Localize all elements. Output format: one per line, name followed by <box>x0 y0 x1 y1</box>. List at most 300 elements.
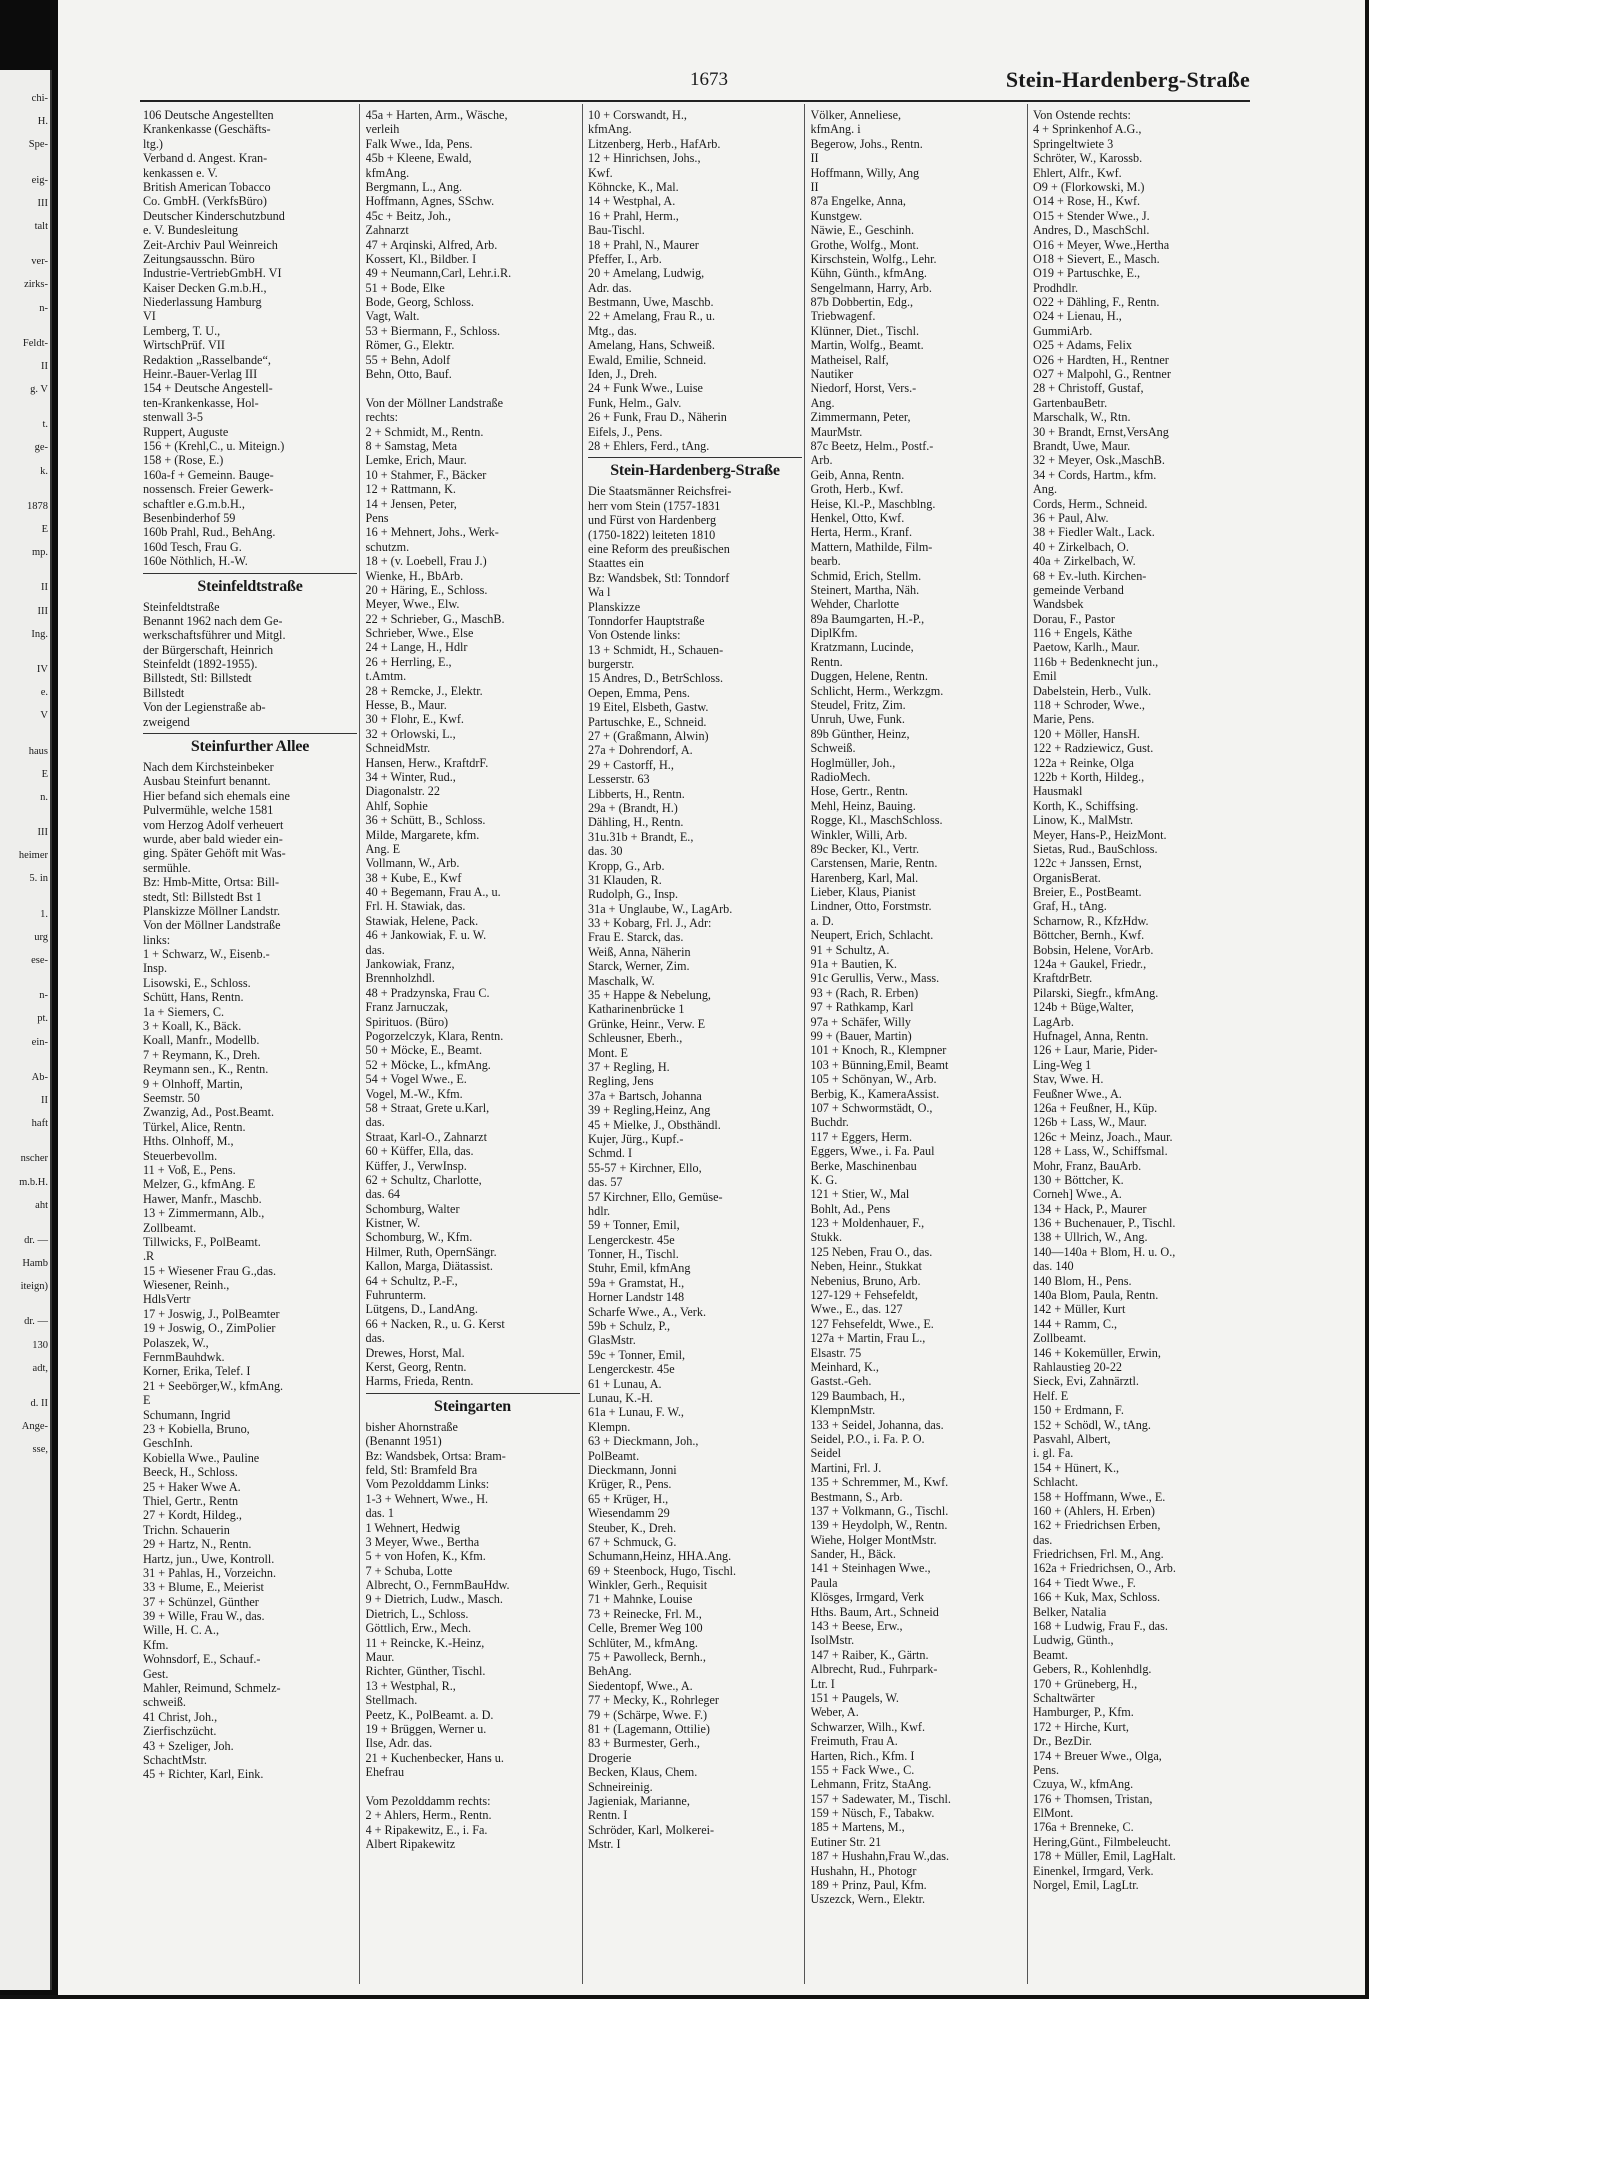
directory-entry: das. <box>365 1331 385 1346</box>
gutter-fragment: haus <box>28 745 48 757</box>
directory-entry: 41 Christ, Joh., <box>143 1709 218 1724</box>
directory-entry: Frl. H. Stawiak, das. <box>365 899 466 914</box>
directory-entry: 35 + Happe & Nebelung, <box>588 988 711 1003</box>
directory-entry: Stukk. <box>810 1230 842 1245</box>
directory-entry: Krüger, R., Pens. <box>588 1477 672 1492</box>
directory-entry: Schleusner, Eberh., <box>588 1031 683 1046</box>
directory-entry: Sander, H., Bäck. <box>810 1547 896 1562</box>
directory-entry: Belker, Natalia <box>1033 1604 1107 1619</box>
directory-entry: Industrie-VertriebGmbH. VI <box>143 266 282 281</box>
directory-entry: Mehl, Heinz, Bauing. <box>810 798 916 813</box>
directory-entry: Kunstgew. <box>810 208 863 223</box>
gutter-fragment: haft <box>31 1118 48 1130</box>
directory-entry: 30 + Brandt, Ernst,VersAng <box>1033 424 1169 439</box>
directory-entry: Von der Legienstraße ab- <box>143 700 266 715</box>
directory-entry: 147 + Raiber, K., Gärtn. <box>810 1647 929 1662</box>
directory-entry: Kirschstein, Wolfg., Lehr. <box>810 251 937 266</box>
directory-entry: Lengerckestr. 45e <box>588 1362 675 1377</box>
directory-entry: 151 + Paugels, W. <box>810 1690 899 1705</box>
directory-entry: das. <box>365 1115 385 1130</box>
directory-entry: Eggers, Wwe., i. Fa. Paul <box>810 1144 935 1159</box>
gutter-fragment: V <box>40 710 48 722</box>
directory-entry: 1a + Siemers, C. <box>143 1004 225 1019</box>
directory-entry: 37a + Bartsch, Johanna <box>588 1088 702 1103</box>
directory-entry: 49 + Neumann,Carl, Lehr.i.R. <box>365 266 512 281</box>
directory-entry: Spirituos. (Büro) <box>365 1014 449 1029</box>
directory-entry: 1-3 + Wehnert, Wwe., H. <box>365 1491 489 1506</box>
directory-entry: eine Reform des preußischen <box>588 541 730 556</box>
directory-entry: Wille, H. C. A., <box>143 1623 220 1638</box>
directory-entry: 122 + Radziewicz, Gust. <box>1033 741 1154 756</box>
directory-entry: kenkassen e. V. <box>143 165 218 180</box>
gutter-fragment: ese- <box>31 955 48 966</box>
directory-entry: Hausmakl <box>1033 784 1083 799</box>
directory-entry: Pogorzelczyk, Klara, Rentn. <box>365 1029 504 1043</box>
directory-entry: Türkel, Alice, Rentn. <box>143 1119 246 1134</box>
directory-entry: Trichn. Schauerin <box>143 1522 230 1537</box>
street-heading: Steinfeldtstraße <box>143 573 357 600</box>
directory-entry: 117 + Eggers, Herm. <box>810 1129 913 1144</box>
directory-entry: 106 Deutsche Angestellten <box>143 108 274 122</box>
directory-entry: 32 + Orlowski, L., <box>365 726 456 741</box>
gutter-fragment: dr. — <box>24 1316 48 1328</box>
directory-entry: 139 + Heydolph, W., Rentn. <box>810 1518 948 1533</box>
directory-entry: 135 + Schremmer, M., Kwf. <box>810 1475 949 1490</box>
directory-entry: werkschaftsführer und Mitgl. <box>143 628 286 643</box>
directory-entry: sermühle. <box>143 860 191 875</box>
directory-entry: Niedorf, Horst, Vers.- <box>810 381 917 396</box>
directory-entry: Harenberg, Karl, Mal. <box>810 870 919 885</box>
directory-entry: E <box>143 1393 151 1408</box>
directory-entry: Bode, Georg, Schloss. <box>365 295 474 310</box>
directory-entry: 20 + Häring, E., Schloss. <box>365 582 488 597</box>
directory-entry: Richter, Günther, Tischl. <box>365 1664 486 1679</box>
directory-entry: Zollbeamt. <box>1033 1331 1087 1346</box>
directory-entry: 101 + Knoch, R., Klempner <box>810 1043 947 1058</box>
directory-entry: IsolMstr. <box>810 1633 855 1648</box>
directory-entry: Dietrich, L., Schloss. <box>365 1606 469 1621</box>
directory-entry: 134 + Hack, P., Maurer <box>1033 1201 1147 1216</box>
directory-entry: 10 + Stahmer, F., Bäcker <box>365 467 487 482</box>
facing-page-fragment <box>0 70 52 1990</box>
directory-entry: Helf. E <box>1033 1388 1069 1403</box>
directory-entry: Hesse, B., Maur. <box>365 698 447 713</box>
gutter-fragment: Ing. <box>31 628 48 640</box>
directory-column <box>585 104 805 1984</box>
directory-entry: links: <box>143 932 171 947</box>
directory-entry: 168 + Ludwig, Frau F., das. <box>1033 1619 1168 1634</box>
directory-entry: Nautiker <box>810 367 854 382</box>
directory-entry: Rentn. I <box>588 1808 628 1823</box>
directory-entry: 81 + (Lagemann, Ottilie) <box>588 1721 710 1736</box>
directory-entry: 31a + Unglaube, W., LagArb. <box>588 901 733 916</box>
directory-entry: Thiel, Gertr., Rentn <box>143 1493 239 1508</box>
gutter-fragment: n- <box>39 990 48 1002</box>
directory-entry: 160e Nöthlich, H.-W. <box>143 554 248 569</box>
directory-entry: Winkler, Gerh., Requisit <box>588 1578 708 1593</box>
directory-entry: Schrieber, Wwe., Else <box>365 626 474 641</box>
directory-entry: Dieckmann, Jonni <box>588 1462 677 1477</box>
directory-entry: Marschalk, W., Rtn. <box>1033 410 1131 425</box>
directory-entry: Falk Wwe., Ida, Pens. <box>365 136 473 151</box>
gutter-fragment: II <box>41 360 48 372</box>
directory-entry: Albrecht, Rud., Fuhrpark- <box>810 1662 938 1677</box>
directory-entry: gemeinde Verband <box>1033 582 1124 597</box>
street-heading: Steinfurther Allee <box>143 733 357 760</box>
directory-entry: Schröder, Karl, Molkerei- <box>588 1822 715 1837</box>
directory-entry: 60 + Küffer, Ella, das. <box>365 1144 474 1159</box>
directory-entry: Bobsin, Helene, VorArb. <box>1033 942 1154 957</box>
directory-entry: Unruh, Uwe, Funk. <box>810 712 905 727</box>
directory-entry: Sengelmann, Harry, Arb. <box>810 280 932 295</box>
directory-entry: 40a + Zirkelbach, W. <box>1033 554 1136 569</box>
directory-entry: Brandt, Uwe, Maur. <box>1033 438 1131 453</box>
directory-entry: Czuya, W., kfmAng. <box>1033 1777 1134 1792</box>
gutter-fragment: Feldt- <box>22 337 48 349</box>
directory-entry: 91 + Schultz, A. <box>810 942 890 957</box>
directory-entry: zweigend <box>143 714 190 729</box>
directory-entry: 31 + Pahlas, H., Vorzeichn. <box>143 1565 277 1580</box>
binding-gutter <box>0 0 58 1995</box>
directory-entry: 138 + Ullrich, W., Ang. <box>1033 1230 1148 1245</box>
directory-entry: Bz: Wandsbek, Stl: Tonndorf <box>588 570 730 585</box>
directory-entry: Matheisel, Ralf, <box>810 352 889 367</box>
directory-entry: Schmid, Erich, Stellm. <box>810 568 922 583</box>
directory-entry: Iden, J., Dreh. <box>588 367 658 382</box>
directory-entry: 15 + Wiesener Frau G.,das. <box>143 1263 277 1278</box>
directory-entry: Deutscher Kinderschutzbund <box>143 208 285 223</box>
directory-entry: DiplKfm. <box>810 626 858 641</box>
directory-entry: Ang. <box>1033 482 1058 497</box>
directory-entry: schaftler e.G.m.b.H., <box>143 496 245 511</box>
directory-entry: KraftdrBetr. <box>1033 971 1093 986</box>
directory-entry: Meinhard, K., <box>810 1359 879 1374</box>
directory-entry: 55-57 + Kirchner, Ello, <box>588 1160 702 1175</box>
directory-entry: Pilarski, Siegfr., kfmAng. <box>1033 985 1159 1000</box>
directory-entry: Schmd. I <box>588 1146 633 1161</box>
directory-entry: O18 + Sievert, E., Masch. <box>1033 251 1160 266</box>
directory-entry: 91c Gerullis, Verw., Mass. <box>810 971 940 986</box>
gutter-fragment: adt, <box>32 1362 48 1374</box>
directory-entry: BehAng. <box>588 1664 632 1679</box>
directory-entry: hdlr. <box>588 1203 611 1218</box>
directory-entry: Hawer, Manfr., Maschb. <box>143 1191 262 1206</box>
directory-entry: Cords, Herm., Schneid. <box>1033 496 1148 511</box>
directory-entry: das. 57 <box>588 1175 623 1190</box>
directory-entry: 15 Andres, D., BetrSchloss. <box>588 671 724 686</box>
directory-entry: Ludwig, Günth., <box>1033 1633 1114 1648</box>
directory-entry: 28 + Ehlers, Ferd., tAng. <box>588 438 710 453</box>
directory-entry: ten-Krankenkasse, Hol- <box>143 395 259 410</box>
gutter-fragment: E <box>41 524 48 535</box>
directory-entry: ElMont. <box>1033 1806 1074 1821</box>
directory-entry: 36 + Paul, Alw. <box>1033 510 1109 525</box>
directory-entry: burgerstr. <box>588 657 635 672</box>
directory-entry: Dorau, F., Pastor <box>1033 611 1115 626</box>
directory-entry: 59c + Tonner, Emil, <box>588 1347 686 1362</box>
directory-entry: Schumann, Ingrid <box>143 1407 231 1422</box>
directory-entry: Hartz, jun., Uwe, Kontroll. <box>143 1551 275 1566</box>
directory-entry: Steinfeldtstraße <box>143 599 220 614</box>
directory-entry: 21 + Seebörger,W., kfmAng. <box>143 1378 284 1393</box>
directory-entry: 71 + Mahnke, Louise <box>588 1592 693 1607</box>
directory-entry: Steuerbevollm. <box>143 1148 218 1163</box>
page-number: 1673 <box>690 69 728 90</box>
directory-entry: Rogge, Kl., MaschSchloss. <box>810 813 943 828</box>
directory-entry: 146 + Kokemüller, Erwin, <box>1033 1345 1161 1360</box>
gutter-fragment: d. II <box>30 1398 48 1409</box>
gutter-fragment: II <box>41 1094 48 1106</box>
directory-entry: Besenbinderhof 59 <box>143 510 236 525</box>
directory-entry: Heinr.-Bauer-Verlag III <box>143 367 258 382</box>
directory-entry: 140—140a + Blom, H. u. O., <box>1033 1244 1176 1259</box>
directory-entry: 128 + Lass, W., Schiffsmal. <box>1033 1144 1168 1159</box>
directory-entry: schweiß. <box>143 1695 186 1710</box>
directory-entry: 178 + Müller, Emil, LagHalt. <box>1033 1849 1176 1864</box>
directory-entry: Meyer, Hans-P., HeizMont. <box>1033 827 1167 842</box>
directory-entry: 127 Fehsefeldt, Wwe., E. <box>810 1316 934 1331</box>
directory-entry: British American Tobacco <box>143 179 271 194</box>
directory-entry: 14 + Jensen, Peter, <box>365 496 457 511</box>
directory-entry: Weber, A. <box>810 1705 859 1720</box>
directory-entry: Kossert, Kl., Bildber. I <box>365 251 477 266</box>
directory-entry: O27 + Malpohl, G., Rentner <box>1033 367 1171 382</box>
directory-entry: 69 + Steenbock, Hugo, Tischl. <box>588 1563 737 1578</box>
directory-entry: 32 + Meyer, Osk.,MaschB. <box>1033 453 1165 468</box>
directory-entry: Partuschke, E., Schneid. <box>588 714 707 729</box>
directory-entry: Zierfischzücht. <box>143 1724 217 1739</box>
directory-entry: 55 + Behn, Adolf <box>365 352 451 367</box>
directory-entry: Vagt, Walt. <box>365 309 420 324</box>
directory-entry: Lehmann, Fritz, StaAng. <box>810 1777 932 1792</box>
gutter-fragment: Hamb <box>22 1258 48 1270</box>
directory-entry: Lunau, K.-H. <box>588 1390 653 1405</box>
directory-entry: Gest. <box>143 1666 169 1681</box>
directory-entry: 10 + Corswandt, H., <box>588 108 687 122</box>
directory-entry: das. 140 <box>1033 1259 1074 1274</box>
directory-entry: 120 + Möller, HansH. <box>1033 726 1140 741</box>
directory-entry: stenwall 3-5 <box>143 410 203 425</box>
directory-entry: 68 + Ev.-luth. Kirchen- <box>1033 568 1147 583</box>
directory-entry: SchachtMstr. <box>143 1752 207 1767</box>
directory-entry: 23 + Kobiella, Bruno, <box>143 1421 250 1436</box>
directory-entry: Beeck, H., Schloss. <box>143 1465 238 1480</box>
directory-entry: 31u.31b + Brandt, E., <box>588 829 694 844</box>
directory-entry: Vom Pezolddamm Links: <box>365 1477 490 1492</box>
directory-entry: 28 + Christoff, Gustaf, <box>1033 381 1144 396</box>
directory-entry: 16 + Prahl, Herm., <box>588 208 679 223</box>
directory-entry: Freimuth, Frau A. <box>810 1734 898 1749</box>
directory-entry: 83 + Burmester, Gerh., <box>588 1736 700 1751</box>
directory-entry: Lemke, Erich, Maur. <box>365 453 467 468</box>
directory-entry: Zimmermann, Peter, <box>810 410 911 425</box>
directory-entry: Klempn. <box>588 1419 631 1434</box>
directory-entry: 67 + Schmuck, G. <box>588 1534 677 1549</box>
directory-entry: 154 + Deutsche Angestell- <box>143 381 273 396</box>
directory-entry: 125 Neben, Frau O., das. <box>810 1244 933 1259</box>
directory-entry: Maur. <box>365 1650 395 1665</box>
directory-entry: Paula <box>810 1575 838 1590</box>
directory-entry: 27 + (Graßmann, Alwin) <box>588 729 709 744</box>
directory-entry: 89b Günther, Heinz, <box>810 726 910 741</box>
gutter-fragment: E <box>41 768 48 780</box>
directory-entry: Steudel, Fritz, Zim. <box>810 698 906 713</box>
directory-entry: Hering,Günt., Filmbeleucht. <box>1033 1834 1171 1849</box>
directory-entry: Ltr. I <box>810 1676 835 1691</box>
gutter-fragment: H. <box>37 116 48 128</box>
directory-entry: Amelang, Hans, Schweiß. <box>588 338 715 353</box>
gutter-fragment: m.b.H. <box>19 1176 48 1188</box>
directory-entry: Wiesener, Reinh., <box>143 1278 230 1293</box>
directory-entry: Wohnsdorf, E., Schauf.- <box>143 1652 261 1667</box>
directory-entry: 87a Engelke, Anna, <box>810 194 906 209</box>
directory-entry: Grünke, Heinr., Verw. E <box>588 1016 706 1031</box>
directory-entry: 29a + (Brandt, H.) <box>588 800 678 815</box>
directory-entry: Lieber, Klaus, Pianist <box>810 885 916 900</box>
directory-entry: Hier befand sich ehemals eine <box>143 788 290 803</box>
directory-entry: herr vom Stein (1757-1831 <box>588 498 721 513</box>
directory-entry: Wiehe, Holger MontMstr. <box>810 1532 937 1547</box>
directory-entry: 17 + Joswig, J., PolBeamter <box>143 1306 280 1321</box>
directory-entry: Bestmann, S., Arb. <box>810 1489 903 1504</box>
directory-entry: Redaktion „Rasselbande“, <box>143 352 271 367</box>
directory-entry: Vom Pezolddamm rechts: <box>365 1793 491 1808</box>
directory-entry: kfmAng. i <box>810 122 861 137</box>
directory-entry: 21 + Kuchenbecker, Hans u. <box>365 1750 504 1765</box>
directory-entry: GeschInh. <box>143 1436 193 1451</box>
directory-entry: 40 + Zirkelbach, O. <box>1033 539 1129 554</box>
directory-entry: das. 30 <box>588 844 623 859</box>
directory-entry: Ang. E <box>365 841 401 856</box>
directory-entry: kfmAng. <box>588 122 632 137</box>
directory-entry: 1 + Schwarz, W., Eisenb.- <box>143 947 270 962</box>
directory-entry: Bz: Hmb-Mitte, Ortsa: Bill- <box>143 875 280 890</box>
directory-entry: Koall, Manfr., Modellb. <box>143 1033 260 1048</box>
directory-entry: Rudolph, G., Insp. <box>588 887 679 902</box>
gutter-fragment: talt <box>34 220 48 232</box>
directory-entry: GartenbauBetr. <box>1033 395 1108 410</box>
directory-entry: Mstr. I <box>588 1837 621 1852</box>
directory-entry: 59b + Schulz, P., <box>588 1319 671 1334</box>
directory-entry: 185 + Martens, M., <box>810 1820 905 1835</box>
directory-entry: Drewes, Horst, Mal. <box>365 1345 465 1360</box>
directory-entry: bisher Ahornstraße <box>365 1419 458 1434</box>
directory-entry: Hufnagel, Anna, Rentn. <box>1033 1029 1149 1043</box>
directory-entry: 8 + Samstag, Meta <box>365 438 457 453</box>
directory-entry <box>366 1780 580 1794</box>
directory-entry: 116 + Engels, Käthe <box>1033 626 1133 641</box>
directory-entry: 45a + Harten, Arm., Wäsche, <box>365 108 508 122</box>
directory-entry: Zwanzig, Ad., Post.Beamt. <box>143 1105 275 1120</box>
directory-entry: Carstensen, Marie, Rentn. <box>810 856 938 871</box>
directory-entry: 79 + (Schärpe, Wwe. F.) <box>588 1707 708 1722</box>
directory-entry: Funk, Helm., Galv. <box>588 395 682 410</box>
directory-entry: 30 + Flohr, E., Kwf. <box>365 712 464 727</box>
directory-entry: Milde, Margarete, kfm. <box>365 827 480 842</box>
directory-entry: K. G. <box>810 1172 838 1187</box>
directory-entry: HdlsVertr <box>143 1292 191 1307</box>
directory-entry: Römer, G., Elektr. <box>365 338 455 353</box>
directory-entry: 158 + (Rose, E.) <box>143 453 224 468</box>
directory-entry: II <box>810 151 819 166</box>
directory-entry: 4 + Sprinkenhof A.G., <box>1033 122 1142 137</box>
directory-entry: II <box>810 179 819 194</box>
gutter-fragment: g. V <box>30 384 48 396</box>
directory-entry: vom Herzog Adolf verheuert <box>143 817 284 832</box>
directory-entry: 160a-f + Gemeinn. Bauge- <box>143 467 274 482</box>
directory-entry: 7 + Reymann, K., Dreh. <box>143 1047 261 1062</box>
directory-entry: Schwarzer, Wilh., Kwf. <box>810 1719 926 1734</box>
directory-entry: 27a + Dohrendorf, A. <box>588 743 693 758</box>
directory-entry: 97a + Schäfer, Willy <box>810 1014 911 1029</box>
gutter-fragment: chi- <box>31 93 48 104</box>
directory-entry: Kerst, Georg, Rentn. <box>365 1359 467 1374</box>
directory-entry: Zollbeamt. <box>143 1220 197 1235</box>
directory-entry: das. <box>1033 1532 1053 1547</box>
directory-entry: Korth, K., Schiffsing. <box>1033 798 1139 813</box>
directory-entry: Kujer, Jürg., Kupf.- <box>588 1131 684 1146</box>
directory-entry: Ang. <box>810 395 835 410</box>
directory-entry: Behn, Otto, Bauf. <box>365 367 452 382</box>
gutter-fragment: Spe- <box>28 139 48 151</box>
directory-entry: Polaszek, W., <box>143 1335 209 1350</box>
directory-entry: Emil <box>1033 669 1057 684</box>
directory-entry: 12 + Rattmann, K. <box>365 482 456 497</box>
directory-entry: Staattes ein <box>588 556 644 571</box>
directory-entry: Lütgens, D., LandAng. <box>365 1302 478 1317</box>
directory-entry: Korner, Erika, Telef. I <box>143 1364 251 1379</box>
directory-entry: Hoffmann, Willy, Ang <box>810 165 920 180</box>
directory-entry: 13 + Westphal, R., <box>365 1678 456 1693</box>
directory-entry: Martin, Wolfg., Beamt. <box>810 338 924 353</box>
directory-entry: 38 + Fiedler Walt., Lack. <box>1033 525 1155 540</box>
directory-entry: Weiß, Anna, Näherin <box>588 944 691 959</box>
header-rule <box>140 100 1250 102</box>
directory-entry: e. V. Bundesleitung <box>143 223 239 238</box>
directory-entry: Hose, Gertr., Rentn. <box>810 784 908 799</box>
directory-entry: Ilse, Adr. das. <box>365 1736 433 1751</box>
directory-entry: O16 + Meyer, Wwe.,Hertha <box>1033 237 1170 252</box>
directory-entry: 36 + Schütt, B., Schloss. <box>365 813 486 828</box>
directory-entry: 38 + Kube, E., Kwf <box>365 870 462 885</box>
directory-entry: KlempnMstr. <box>810 1403 876 1418</box>
directory-entry: Billstedt <box>143 685 185 700</box>
directory-entry: Klünner, Diet., Tischl. <box>810 323 920 338</box>
directory-entry: 126c + Meinz, Joach., Maur. <box>1033 1129 1173 1144</box>
directory-entry: 103 + Bünning,Emil, Beamt <box>810 1057 949 1072</box>
directory-entry: Graf, H., tAng. <box>1033 899 1107 914</box>
directory-entry: Schlacht. <box>1033 1475 1079 1490</box>
directory-entry: 18 + Prahl, N., Maurer <box>588 237 699 252</box>
directory-entry: Brennholzhdl. <box>365 971 435 986</box>
directory-entry: Starck, Werner, Zim. <box>588 959 690 974</box>
directory-entry: das. 64 <box>365 1187 401 1202</box>
directory-entry: 93 + (Rach, R. Erben) <box>810 985 919 1000</box>
gutter-fragment: nscher <box>20 1153 48 1165</box>
directory-entry: Beamt. <box>1033 1647 1068 1662</box>
directory-entry: 154 + Hünert, K., <box>1033 1460 1120 1475</box>
directory-entry: Reymann sen., K., Rentn. <box>143 1062 269 1077</box>
directory-entry: Zeitungsausschn. Büro <box>143 251 255 266</box>
directory-entry: und Fürst von Hardenberg <box>588 513 717 528</box>
directory-entry: wurde, aber bald wieder ein- <box>143 831 283 846</box>
gutter-fragment: ver- <box>31 256 48 268</box>
directory-entry: 3 Meyer, Wwe., Bertha <box>365 1534 480 1549</box>
directory-entry: das. 1 <box>365 1506 394 1521</box>
directory-entry: 47 + Arqinski, Alfred, Arb. <box>365 237 498 252</box>
directory-entry: Einenkel, Irmgard, Verk. <box>1033 1863 1154 1878</box>
directory-entry: Steinert, Martha, Näh. <box>810 582 920 597</box>
